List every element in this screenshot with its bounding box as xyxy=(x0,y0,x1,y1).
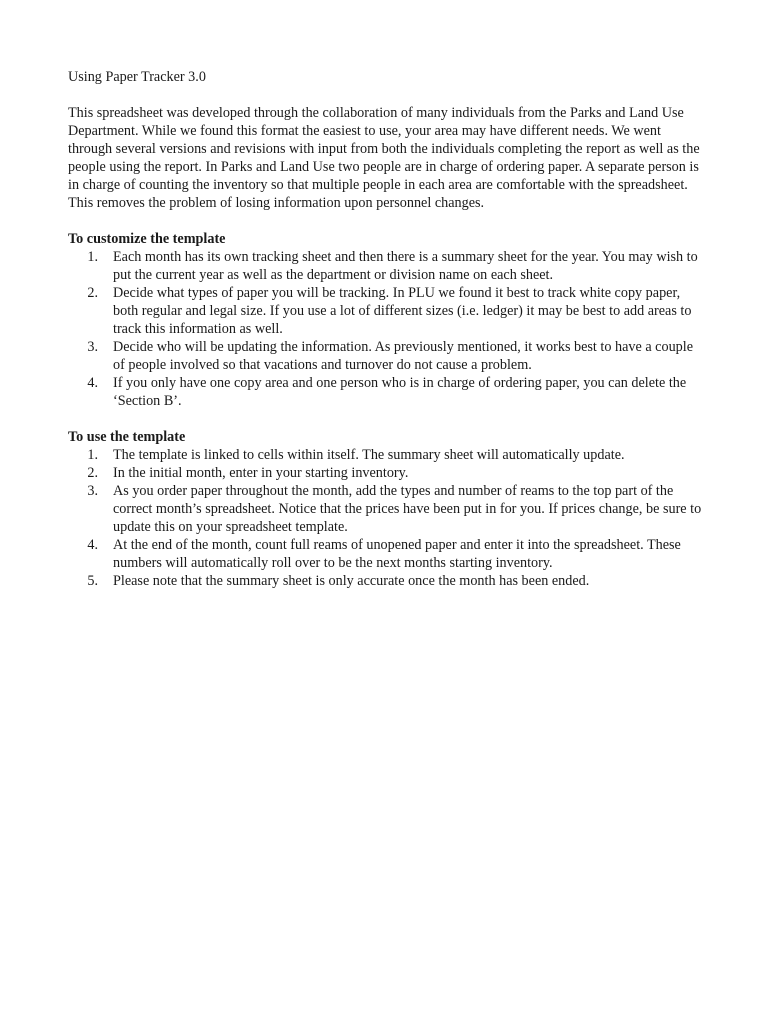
list-item xyxy=(68,374,708,410)
list-text: Decide what types of paper you will be tracking. In PLU we found it best to track white copy paper, both regular and legal size. If you use a lot of different sizes (i.e. ledger) it may be best to add areas to track this information as well. xyxy=(113,285,692,337)
list-text: Decide who will be updating the information. As previously mentioned, it works best to have a couple of people involved so that vacations and turnover do not cause a problem. xyxy=(113,339,693,373)
list-text: If you only have one copy area and one person who is in charge of ordering paper, you can delete the ‘Section B’. xyxy=(113,375,687,409)
list-number: 2. xyxy=(87,465,98,481)
list-item xyxy=(68,572,708,590)
list-text: Please note that the summary sheet is only accurate once the month has been ended. xyxy=(113,573,590,589)
list-item xyxy=(68,536,708,572)
list-item xyxy=(68,446,708,464)
list-item xyxy=(68,284,708,338)
list-number: 1. xyxy=(87,249,98,265)
list-number: 4. xyxy=(87,537,98,553)
list-item xyxy=(68,482,708,536)
document-title: Using Paper Tracker 3.0 xyxy=(68,69,206,85)
list-text: As you order paper throughout the month, add the types and number of reams to the top part of the correct month’s spreadsheet. Notice that the prices have been put in for you. If prices change, be sure to update this on your spreadsheet template. xyxy=(113,483,702,535)
list-text: The template is linked to cells within itself. The summary sheet will automatically update. xyxy=(113,447,625,463)
document-page xyxy=(68,68,708,608)
list-number: 2. xyxy=(87,285,98,301)
use-heading: To use the template xyxy=(68,429,186,445)
list-item xyxy=(68,338,708,374)
list-number: 3. xyxy=(87,483,98,499)
list-text: Each month has its own tracking sheet and then there is a summary sheet for the year. You may wish to put the current year as well as the department or division name on each sheet. xyxy=(113,249,698,283)
list-text: At the end of the month, count full reams of unopened paper and enter it into the spreadsheet. These numbers will automatically roll over to be the next months starting inventory. xyxy=(113,537,681,571)
list-text: In the initial month, enter in your starting inventory. xyxy=(113,465,409,481)
list-number: 1. xyxy=(87,447,98,463)
list-number: 4. xyxy=(87,375,98,391)
use-list xyxy=(68,446,708,590)
list-item xyxy=(68,248,708,284)
list-number: 3. xyxy=(87,339,98,355)
intro-paragraph: This spreadsheet was developed through the collaboration of many individuals from the Parks and Land Use Department. While we found this format the easiest to use, your area may have different needs. We went through several versions and revisions with input from both the individuals completing the report as well as the people using the report. In Parks and Land Use two people are in charge of ordering paper. A separate person is in charge of counting the inventory so that multiple people in each area are comfortable with the spreadsheet. This removes the problem of losing information upon personnel changes. xyxy=(68,105,700,211)
list-number: 5. xyxy=(87,573,98,589)
customize-list xyxy=(68,248,708,410)
customize-heading: To customize the template xyxy=(68,231,226,247)
list-item xyxy=(68,464,708,482)
